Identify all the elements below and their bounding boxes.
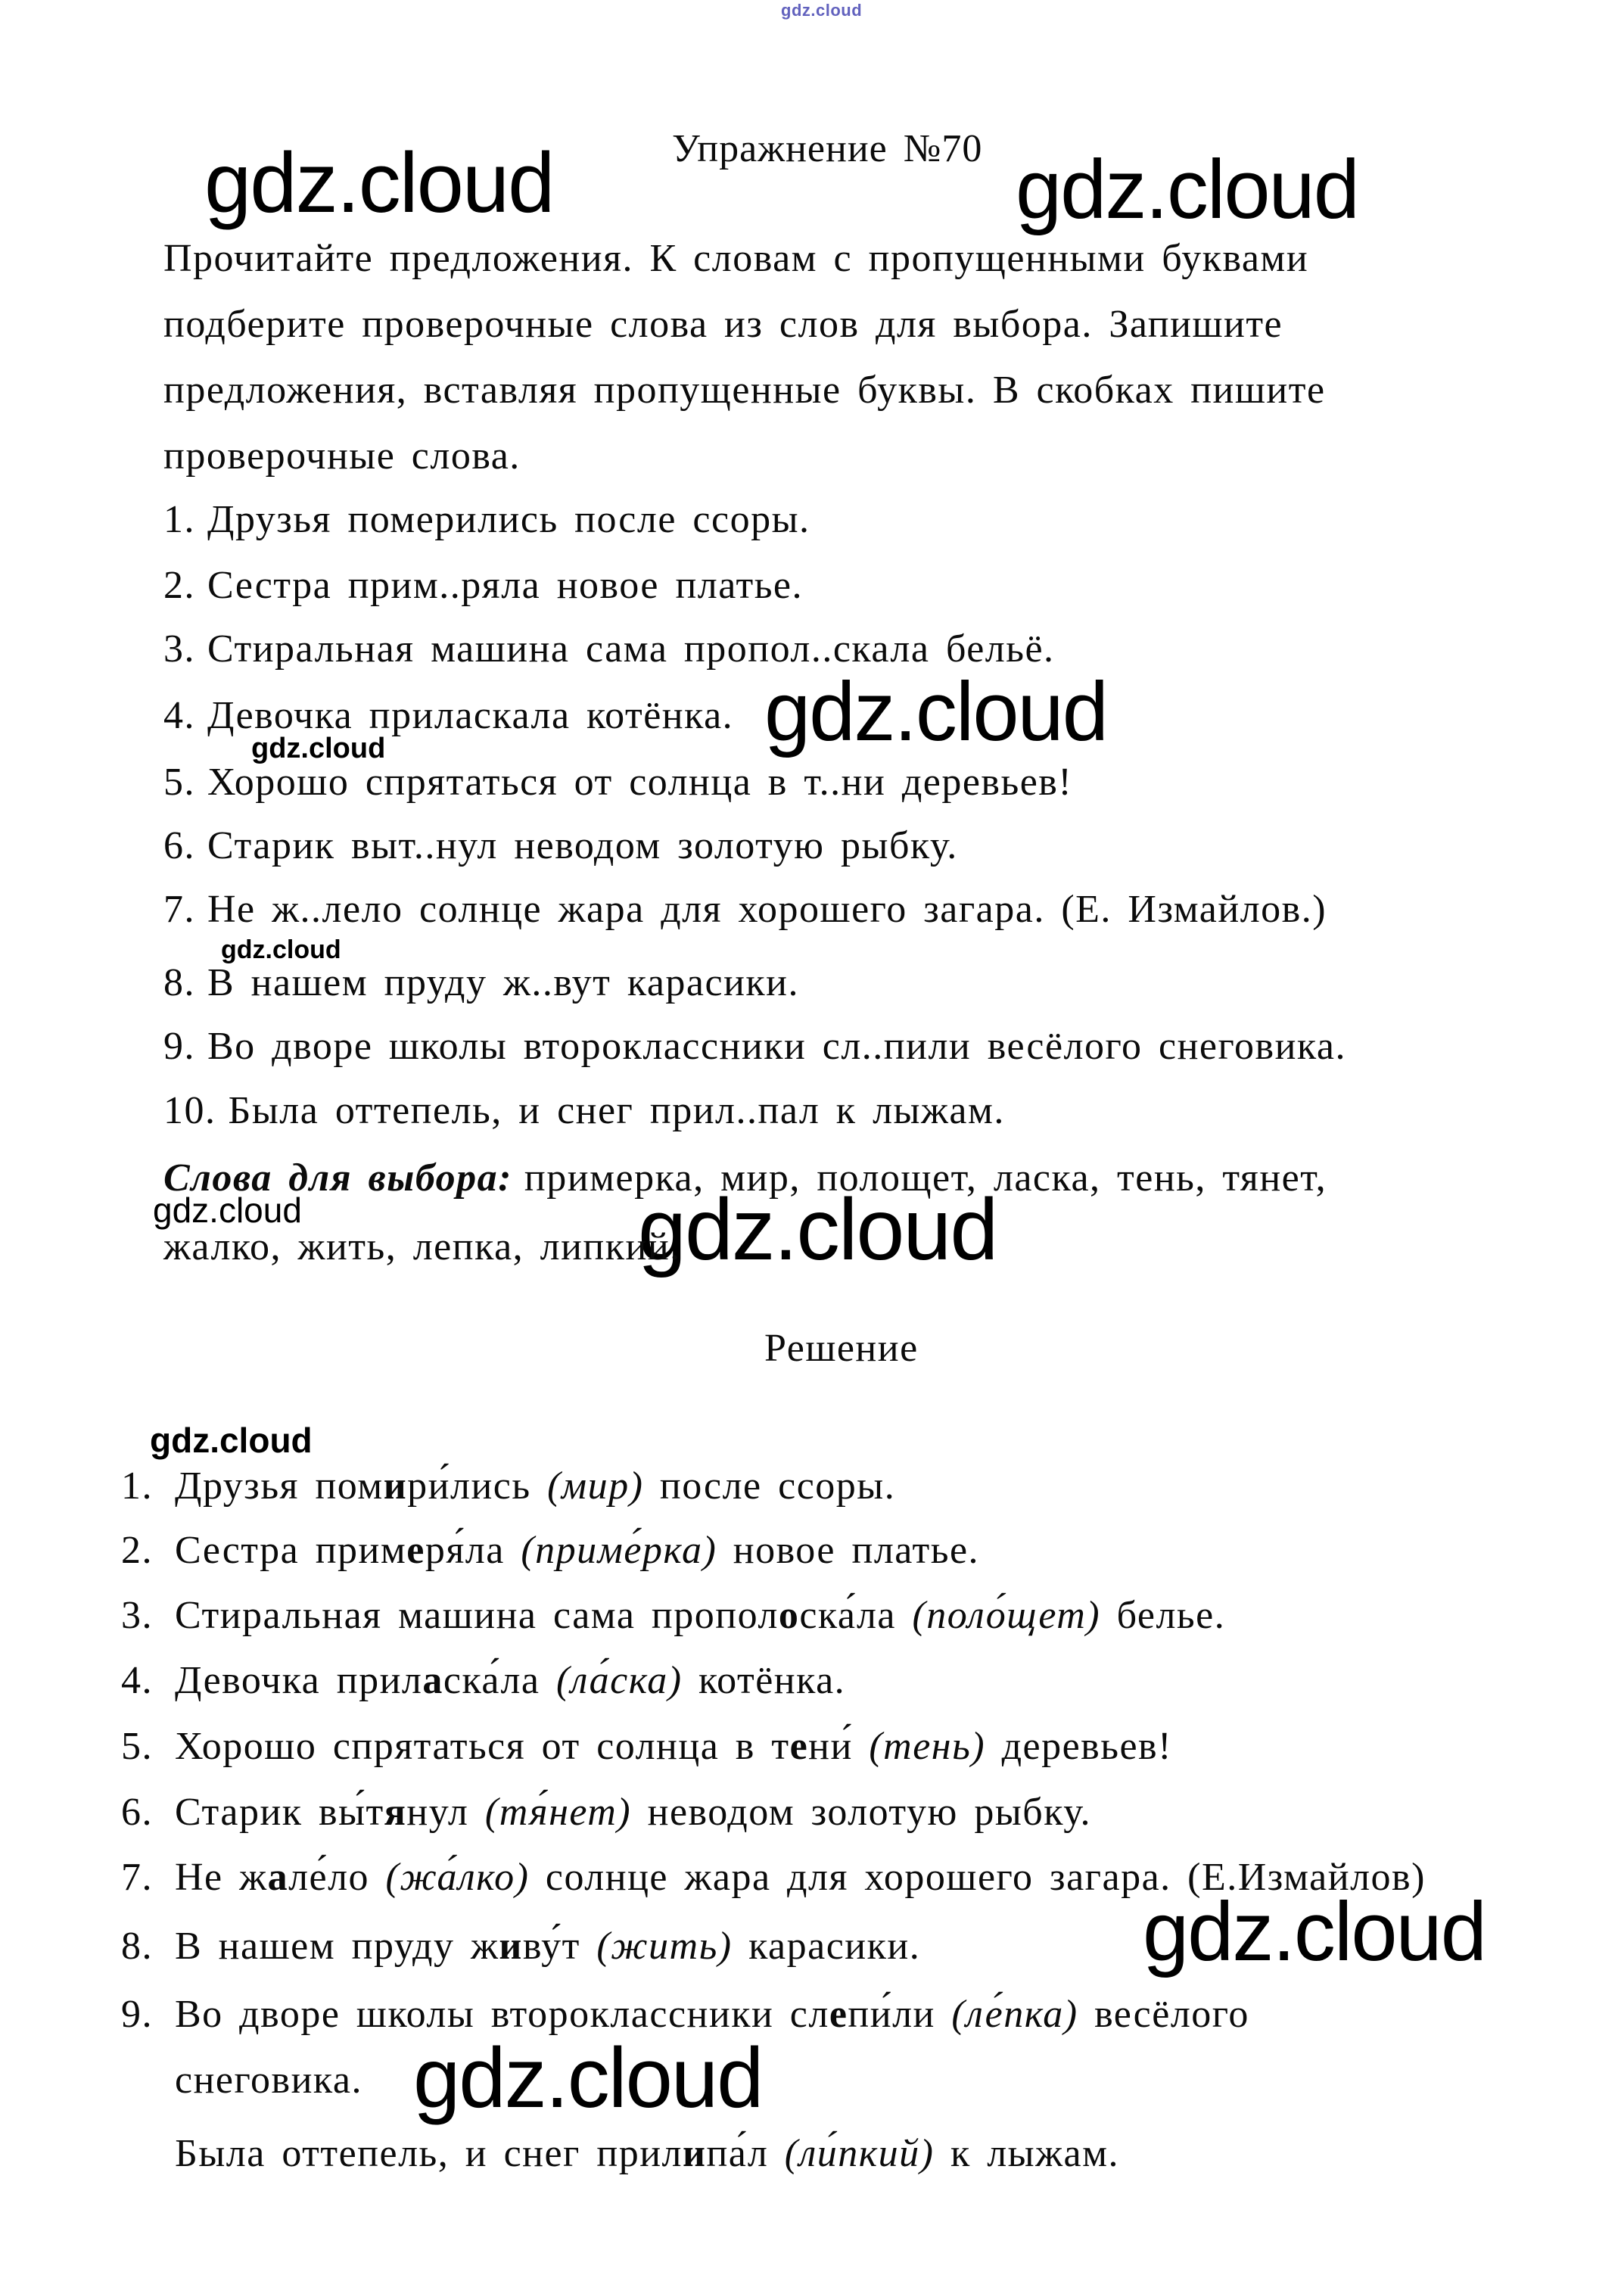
exercise-intro-line: Прочитайте предложения. К словам с пропущенными буквами <box>163 237 1309 280</box>
item-number: 9. <box>163 1025 195 1068</box>
item-number: 8. <box>163 961 195 1004</box>
watermark-gdzcloud-big: gdz.cloud <box>1016 143 1358 236</box>
item-number: 6. <box>121 1791 153 1834</box>
watermark-gdzcloud-big: gdz.cloud <box>764 665 1107 758</box>
item-text: Не жале́ло (жа́лко) солнце жара для хорошего загара. (Е.Измайлов) <box>175 1856 1426 1899</box>
item-text: Друзья помири́лись (мир) после ссоры. <box>175 1464 896 1508</box>
item-number: 6. <box>163 824 195 867</box>
watermark-gdzcloud-small: gdz.cloud <box>221 935 341 964</box>
watermark-gdzcloud-big: gdz.cloud <box>413 2031 763 2125</box>
exercise-item <box>163 1089 1005 1132</box>
item-text: Во дворе школы второклассники сл..пили весёлого снеговика. <box>207 1025 1346 1068</box>
item-text: Друзья померились после ссоры. <box>207 498 810 541</box>
item-text: Стиральная машина сама пропол..скала бельё. <box>207 627 1055 671</box>
item-number: 7. <box>121 1856 153 1899</box>
solution-item <box>121 1791 1091 1834</box>
item-number: 2. <box>163 564 195 607</box>
item-text: Старик выт..нул неводом золотую рыбку. <box>207 824 958 867</box>
solution-item <box>121 1925 920 1968</box>
item-text: Стиральная машина сама прополоска́ла (поло́щет) белье. <box>175 1594 1226 1637</box>
item-text: Во дворе школы второклассники слепи́ли (ле́пка) весёлого <box>175 1993 1249 2036</box>
item-text: Девочка приласка́ла (ла́ска) котёнка. <box>175 1659 846 1702</box>
item-number: 5. <box>121 1725 153 1768</box>
exercise-intro-line: подберите проверочные слова из слов для выбора. Запишите <box>163 303 1283 346</box>
watermark-gdzcloud-big: gdz.cloud <box>204 135 554 230</box>
words-list: примерка, мир, полощет, ласка, тень, тянет, <box>524 1156 1327 1200</box>
exercise-intro-line: проверочные слова. <box>163 434 521 478</box>
watermark-gdzcloud-big: gdz.cloud <box>1143 1885 1486 1978</box>
exercise-item <box>163 761 1072 804</box>
item-number: 5. <box>163 761 195 804</box>
watermark-gdzcloud-tiny: gdz.cloud <box>781 1 863 20</box>
item-number: 8. <box>121 1925 153 1968</box>
item-text: В нашем пруду ж..вут карасики. <box>207 961 800 1004</box>
item-number: 3. <box>121 1594 153 1637</box>
solution-item <box>121 1725 1172 1768</box>
item-text: Хорошо спрятаться от солнца в тени́ (тень) деревьев! <box>175 1725 1172 1768</box>
item-number: 1. <box>121 1464 153 1508</box>
solution-final-line: Была оттепель, и снег прилипа́л (ли́пкий) к лыжам. <box>175 2132 1120 2175</box>
solution-item <box>121 1659 845 1702</box>
solution-item <box>121 1464 895 1508</box>
page-title: Упражнение №70 <box>672 127 983 170</box>
exercise-intro-line: предложения, вставляя пропущенные буквы. В скобках пишите <box>163 369 1326 412</box>
exercise-item <box>163 627 1055 671</box>
solution-item <box>121 1993 1249 2036</box>
watermark-gdzcloud-small: gdz.cloud <box>153 1190 302 1230</box>
exercise-item <box>163 961 799 1004</box>
solution-heading: Решение <box>764 1327 919 1370</box>
solution-item-continuation: снеговика. <box>175 2059 362 2102</box>
item-number: 4. <box>121 1659 153 1702</box>
item-number: 9. <box>121 1993 153 2036</box>
item-number: 3. <box>163 627 195 671</box>
watermark-gdzcloud-big: gdz.cloud <box>638 1181 997 1278</box>
item-number: 7. <box>163 888 195 931</box>
words-for-choice-line <box>163 1156 1327 1200</box>
exercise-item <box>163 1025 1346 1068</box>
item-text: Была оттепель, и снег прил..пал к лыжам. <box>228 1089 1005 1132</box>
exercise-item <box>163 824 958 867</box>
item-text: Не ж..лело солнце жара для хорошего загара. (Е. Измайлов.) <box>207 888 1327 931</box>
watermark-gdzcloud-small: gdz.cloud <box>150 1421 313 1460</box>
item-number: 1. <box>163 498 195 541</box>
item-text: Сестра прим..ряла новое платье. <box>207 564 803 607</box>
exercise-item <box>163 888 1327 931</box>
exercise-item <box>163 498 810 541</box>
item-text: Девочка приласкала котёнка. <box>207 694 734 737</box>
item-text: Сестра примеря́ла (приме́рка) новое платье. <box>175 1529 980 1572</box>
exercise-item <box>163 694 733 737</box>
solution-item <box>121 1594 1225 1637</box>
solution-item <box>121 1856 1426 1899</box>
item-text: Хорошо спрятаться от солнца в т..ни деревьев! <box>207 761 1073 804</box>
exercise-item <box>163 564 803 607</box>
item-number: 2. <box>121 1529 153 1572</box>
words-for-choice-label: Слова для выбора: <box>163 1156 512 1200</box>
solution-item <box>121 1529 979 1572</box>
item-number: 10. <box>163 1089 216 1132</box>
item-text: В нашем пруду живу́т (жить) карасики. <box>175 1925 921 1968</box>
item-number: 4. <box>163 694 195 737</box>
item-text: Старик вы́тянул (тя́нет) неводом золотую рыбку. <box>175 1791 1092 1834</box>
watermark-gdzcloud-small: gdz.cloud <box>251 733 386 764</box>
words-for-choice-line: жалко, жить, лепка, липкий. <box>163 1225 681 1268</box>
